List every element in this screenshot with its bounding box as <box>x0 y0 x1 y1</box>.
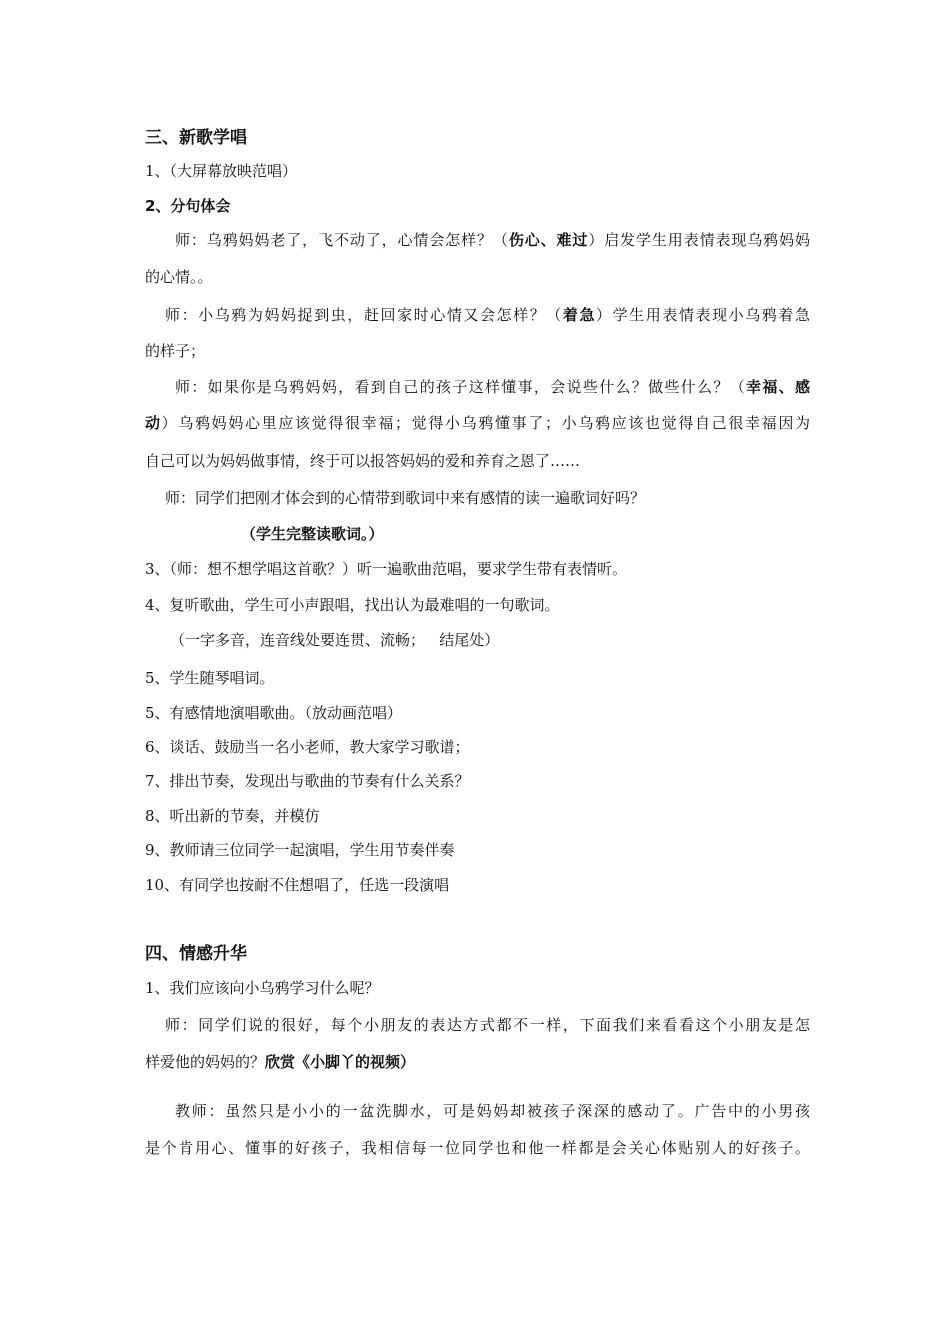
section-3-heading: 三、新歌学唱 <box>145 128 247 148</box>
bold-run: 着急 <box>562 306 597 324</box>
text-run: ）乌鸦妈妈心里应该觉得很幸福；觉得小乌鸦懂事了；小乌鸦应该也觉得自己很幸福因为 <box>161 414 810 432</box>
s3-item-5b: 5、有感情地演唱歌曲。（放动画范唱） <box>145 704 403 722</box>
s3-paragraph-3-line-3: 自己可以为妈妈做事情，终于可以报答妈妈的爱和养育之恩了…… <box>145 452 581 470</box>
s3-item-5a: 5、学生随琴唱词。 <box>145 669 275 687</box>
bold-run: 欣赏《小脚丫的视频） <box>265 1053 416 1071</box>
s3-item-4-note: （一字多音，连音线处要连贯、流畅； 结尾处） <box>170 631 500 649</box>
s3-item-6: 6、谈话、鼓励当一名小老师，教大家学习歌谱； <box>145 738 470 756</box>
text-run: ）启发学生用表情表现乌鸦妈妈 <box>588 231 810 249</box>
s3-paragraph-1-line-1 <box>145 230 810 250</box>
s3-item-3: 3、（师：想不想学唱这首歌？）听一遍歌曲范唱，要求学生带有表情听。 <box>145 560 628 578</box>
text-run: ）学生用表情表现小乌鸦着急 <box>596 306 810 324</box>
s3-item-9: 9、教师请三位同学一起演唱，学生用节奏伴奏 <box>145 841 455 859</box>
s3-item-2: 2、分句体会 <box>145 197 231 215</box>
bold-run: 动 <box>145 414 162 432</box>
text-run: 师：乌鸦妈妈老了，飞不动了，心情会怎样？（ <box>175 231 509 249</box>
s4-paragraph-1-line-1: 师：同学们说的很好，每个小朋友的表达方式都不一样，下面我们来看看这个小朋友是怎 <box>165 1016 810 1034</box>
s4-paragraph-2-line-1: 教师：虽然只是小小的一盆洗脚水，可是妈妈却被孩子深深的感动了。广告中的小男孩 <box>175 1102 810 1120</box>
s4-paragraph-1-line-2 <box>145 1052 810 1072</box>
section-4-heading: 四、情感升华 <box>145 944 247 964</box>
s3-paragraph-5: （学生完整读歌词。） <box>241 525 384 543</box>
s4-paragraph-2-line-2: 是个肯用心、懂事的好孩子，我相信每一位同学也和他一样都是会关心体贴别人的好孩子。 <box>145 1139 810 1157</box>
s4-item-1: 1、我们应该向小乌鸦学习什么呢？ <box>145 979 380 997</box>
s3-item-4: 4、复听歌曲，学生可小声跟唱，找出认为最难唱的一句歌词。 <box>145 596 560 614</box>
s3-item-8: 8、听出新的节奏，并模仿 <box>145 807 320 825</box>
s3-paragraph-1-line-2: 的心情。。 <box>145 268 213 286</box>
s3-paragraph-4: 师：同学们把刚才体会到的心情带到歌词中来有感情的读一遍歌词好吗？ <box>165 489 646 507</box>
text-run: 样爱他的妈妈的？ <box>145 1053 266 1071</box>
text-run: 师：小乌鸦为妈妈捉到虫，赶回家时心情又会怎样？（ <box>165 306 563 324</box>
s3-item-7: 7、排出节奏，发现出与歌曲的节奏有什么关系？ <box>145 772 470 790</box>
s3-paragraph-3-line-1 <box>145 377 810 397</box>
text-run: 师：如果你是乌鸦妈妈，看到自己的孩子这样懂事，会说些什么？做些什么？（ <box>175 378 747 396</box>
s3-item-10: 10、有同学也按耐不住想唱了，任选一段演唱 <box>145 876 450 894</box>
s3-paragraph-2-line-2: 的样子； <box>145 342 206 360</box>
s3-item-1: 1、（大屏幕放映范唱） <box>145 162 298 180</box>
s3-paragraph-2-line-1 <box>145 305 810 325</box>
s3-paragraph-3-line-2 <box>145 413 810 433</box>
bold-run: 幸福、感 <box>746 378 810 396</box>
bold-run: 伤心、难过 <box>508 231 589 249</box>
